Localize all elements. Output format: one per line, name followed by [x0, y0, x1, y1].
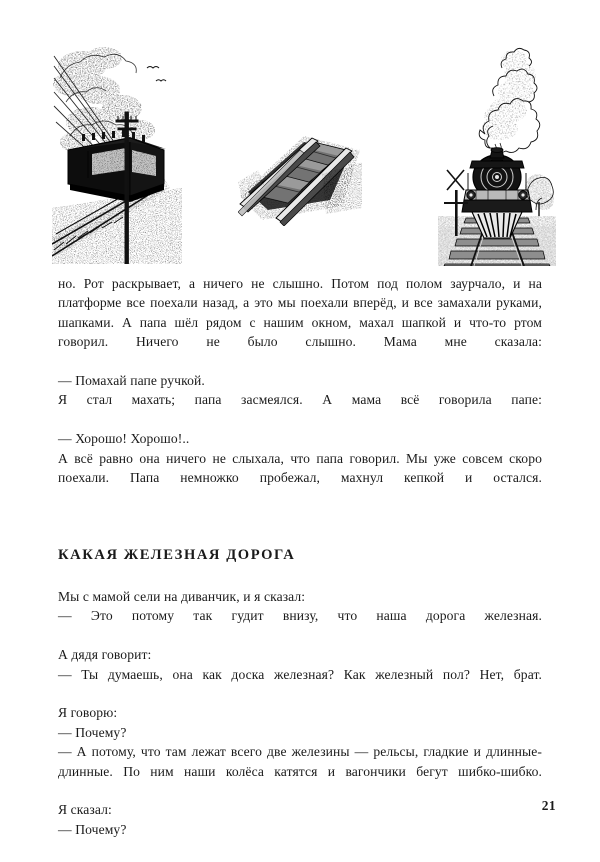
page-number: 21 — [541, 798, 556, 813]
paragraph-7: — Это потому так гудит внизу, что наша дорога железная. — [58, 608, 542, 624]
page-body-text — [58, 274, 542, 839]
paragraph-2: — Помахай папе ручкой. — [58, 373, 205, 389]
paragraph-11: — Почему? — [58, 724, 127, 740]
heading-spacer-above — [58, 507, 542, 545]
steam-locomotive-illustration — [438, 40, 556, 266]
paragraph-13: Я сказал: — [58, 802, 112, 818]
paragraph-6: Мы с мамой сели на диванчик, и я сказал: — [58, 588, 306, 604]
paragraph-12: — А потому, что там лежат всего две железины — рельсы, гладкие и длинные-длинные. По ним наши колёса катятся и вагончики бегут шибко-шибко. — [58, 744, 542, 779]
paragraph-14: — Почему? — [58, 821, 127, 837]
paragraph-4: — Хорошо! Хорошо!.. — [58, 431, 190, 447]
paragraph-5: А всё равно она ничего не слыхала, что папа говорил. Мы уже совсем скоро поехали. Папа немножко пробежал, махнул кепкой и остался. — [58, 450, 542, 486]
paragraph-8: А дядя говорит: — [58, 647, 152, 663]
railway-carriage-illustration — [52, 38, 182, 264]
heading-spacer-below — [58, 565, 542, 587]
rails-closeup-illustration — [238, 134, 362, 226]
paragraph-3: Я стал махать; папа засмеялся. А мама всё говорила папе: — [58, 392, 542, 408]
paragraph-9: — Ты думаешь, она как доска железная? Как железный пол? Нет, брат. — [58, 666, 542, 682]
illustration-band — [0, 0, 600, 268]
paragraph-1: но. Рот раскрывает, а ничего не слышно. Потом под полом заурчало, и на платформе все поехали назад, а это мы поехали вперёд, и все замахали руками, шапками. А папа шёл рядом с нашим окном, махал шапкой и что-то ртом говорил. Ничего не было слышно. Мама мне сказала: — [58, 276, 542, 350]
paragraph-10: Я говорю: — [58, 705, 118, 721]
section-heading: КАКАЯ ЖЕЛЕЗНАЯ ДОРОГА — [58, 546, 296, 563]
